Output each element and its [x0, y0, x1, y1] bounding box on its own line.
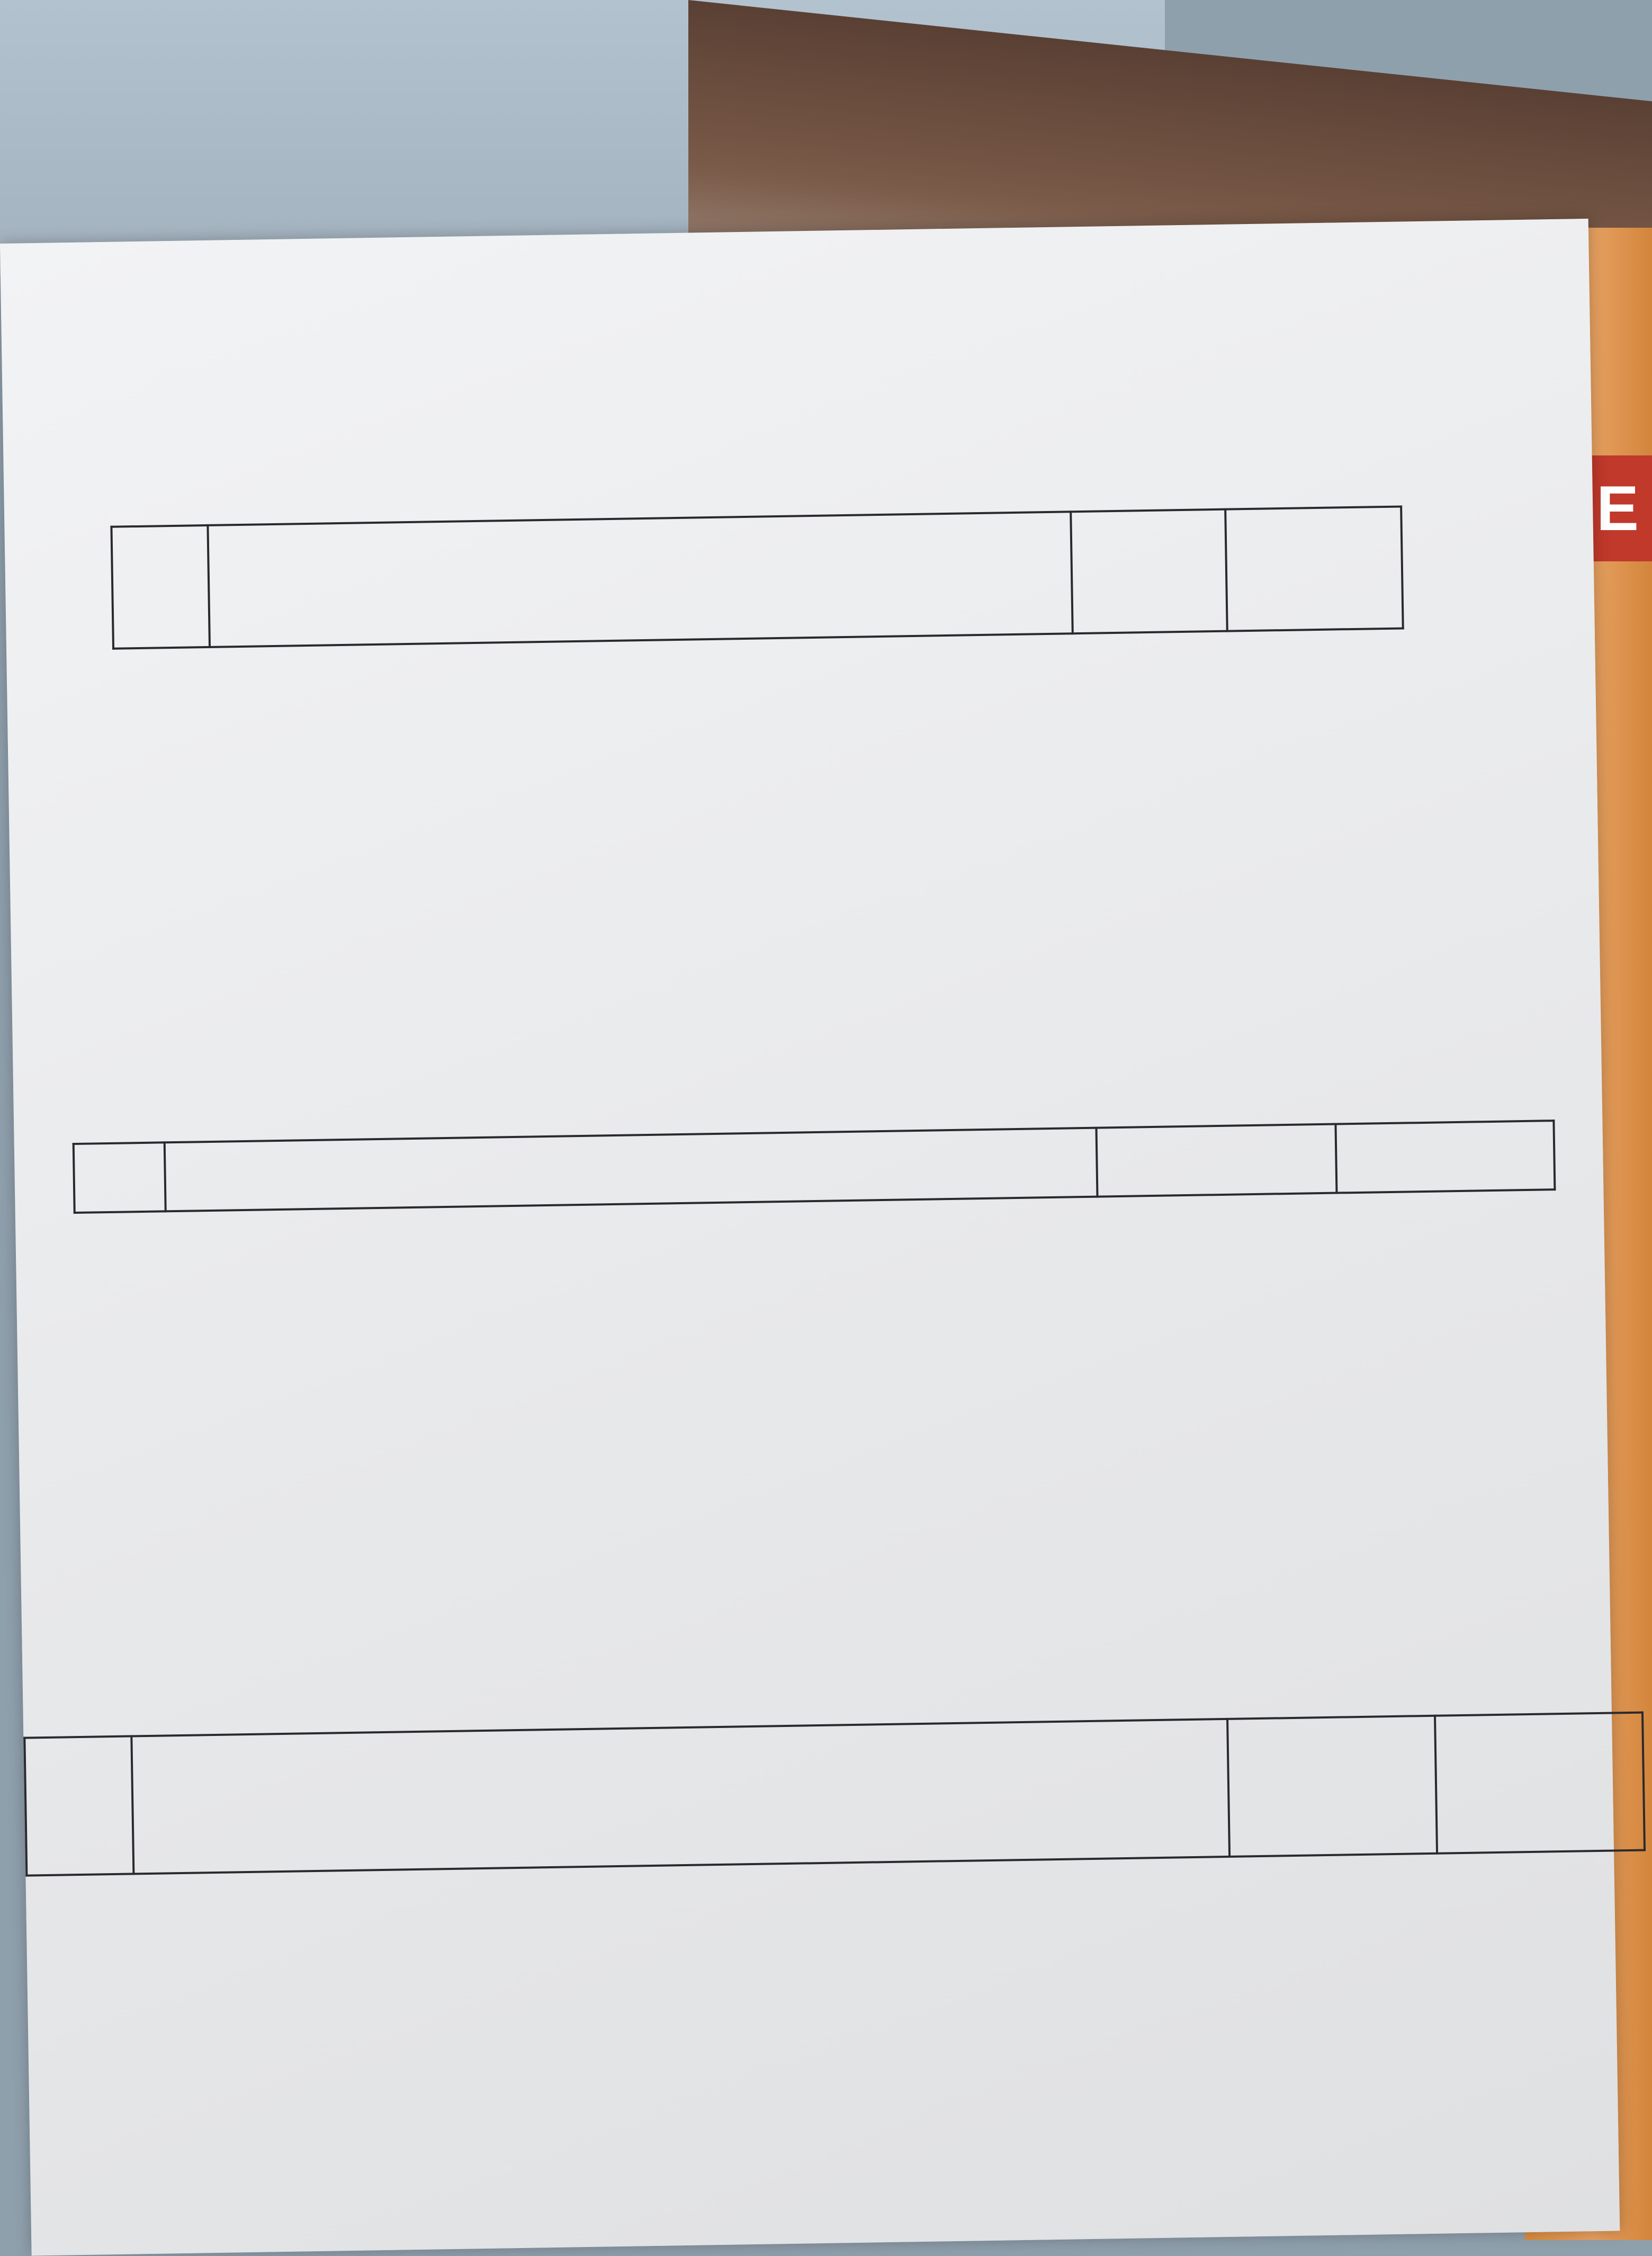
worksheet-page [0, 219, 1620, 2256]
table-top-partial [133, 243, 1377, 263]
task5-col-score [1225, 506, 1403, 631]
task6-item-2 [228, 908, 1498, 928]
task6-col-max [1096, 1124, 1336, 1197]
task8-col-sent [131, 1719, 1229, 1874]
task8-col-score [1435, 1713, 1645, 1854]
task6-col-score [1335, 1121, 1555, 1193]
task5-table [110, 505, 1404, 649]
folder-label: E [1583, 455, 1652, 561]
task8-col-max [1227, 1716, 1437, 1857]
task5-col-max [1071, 509, 1227, 634]
task8-col-no [24, 1736, 133, 1875]
task6-table [73, 1120, 1556, 1214]
task8-table [23, 1712, 1646, 1877]
task6-col-sent [165, 1128, 1098, 1212]
task5-col-no [111, 525, 210, 649]
task5-col-blank [208, 512, 1072, 647]
task6-col-no [74, 1142, 166, 1213]
task6-item-3 [223, 969, 1500, 989]
